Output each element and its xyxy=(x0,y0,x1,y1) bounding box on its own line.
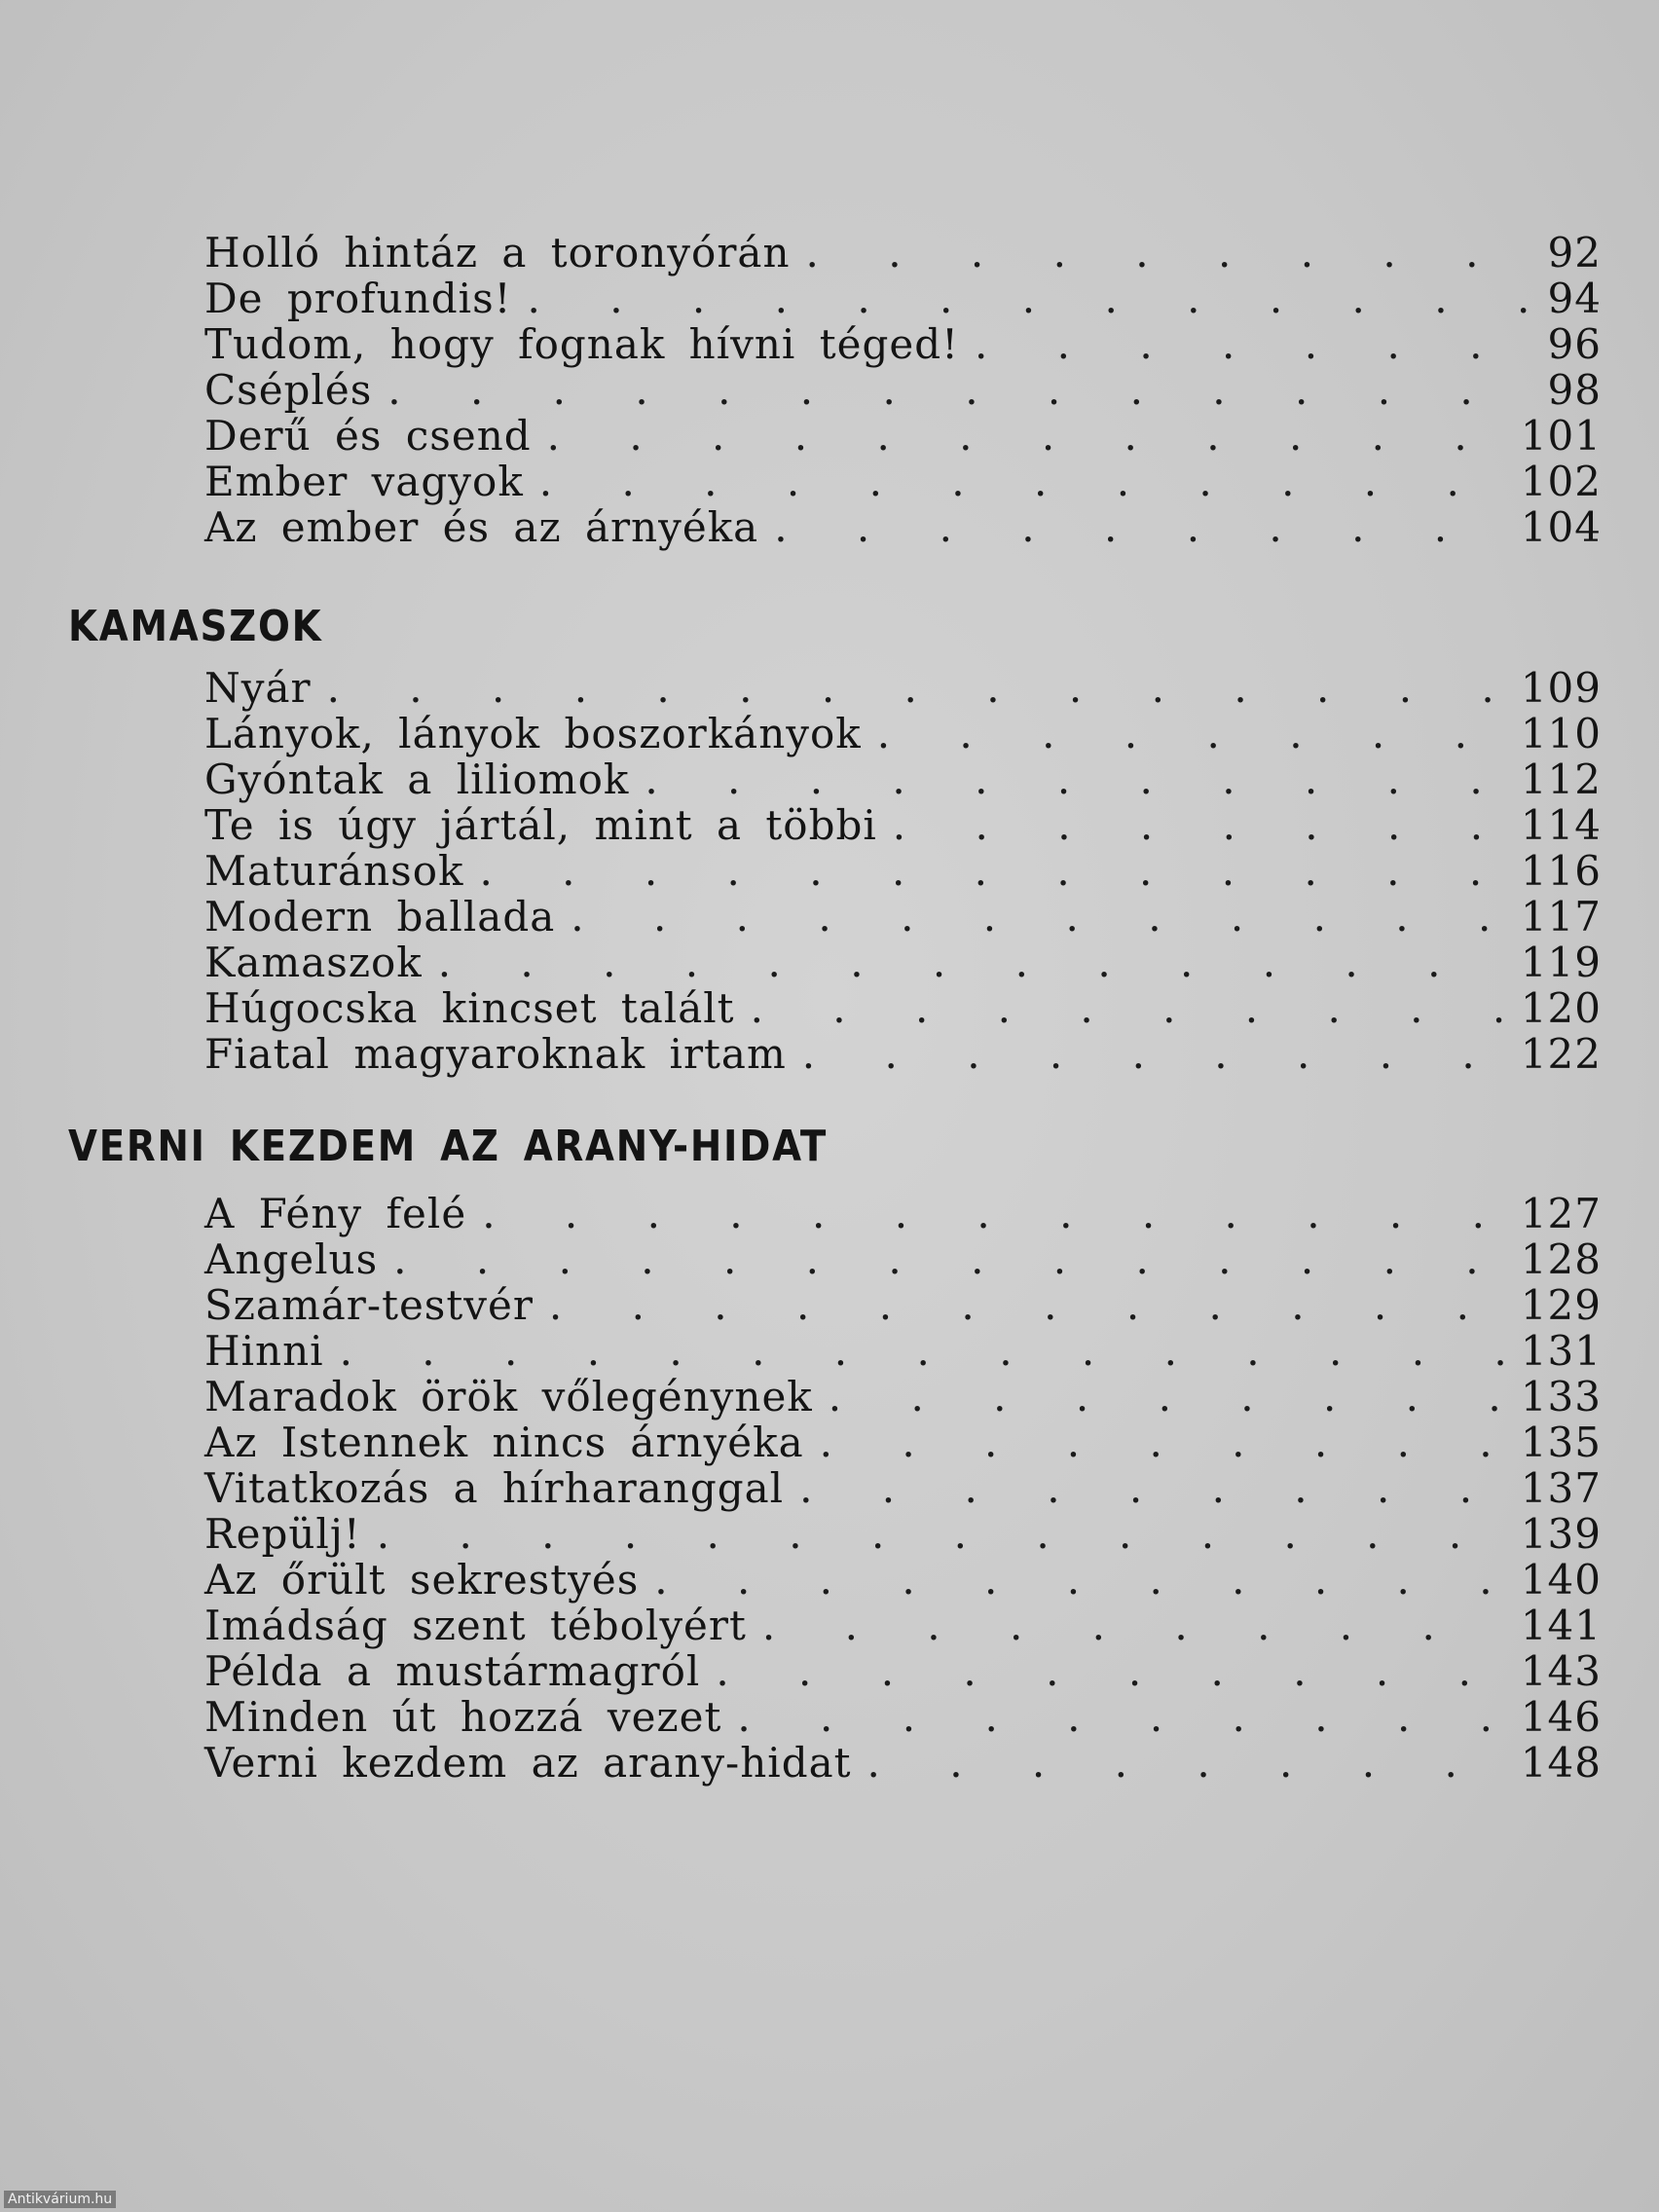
toc-entry-page: 110 xyxy=(1520,710,1602,757)
toc-entry-page: 109 xyxy=(1520,664,1602,712)
dot-leader xyxy=(716,1647,1505,1695)
toc-entry xyxy=(204,756,1602,802)
toc-entry-page: 140 xyxy=(1520,1556,1602,1604)
section-heading: VERNI KEZDEM AZ ARANY-HIDAT xyxy=(68,1122,828,1171)
toc-entry xyxy=(204,664,1602,711)
dot-leader xyxy=(806,229,1529,276)
dot-leader xyxy=(549,1281,1505,1329)
toc-entry-title: Példa a mustármagról xyxy=(204,1647,701,1695)
toc-entry-title: Szamár-testvér xyxy=(204,1281,534,1329)
toc-entry-title: Imádság szent tébolyért xyxy=(204,1602,747,1649)
toc-entry-page: 104 xyxy=(1520,503,1602,551)
toc-entry-title: Húgocska kincset talált xyxy=(204,984,735,1032)
toc-entry xyxy=(204,1190,1602,1236)
dot-leader xyxy=(387,366,1528,414)
toc-entry-title: Gyóntak a liliomok xyxy=(204,756,630,803)
toc-entry-title: Az őrült sekrestyés xyxy=(204,1556,640,1604)
toc-entry-title: Lányok, lányok boszorkányok xyxy=(204,710,862,757)
dot-leader xyxy=(547,412,1505,460)
toc-entry-title: Cséplés xyxy=(204,366,373,414)
dot-leader xyxy=(654,1556,1505,1604)
dot-leader xyxy=(645,756,1505,803)
toc-entry-page: 141 xyxy=(1520,1602,1602,1649)
toc-entry-page: 112 xyxy=(1520,756,1602,803)
toc-entry xyxy=(204,1464,1602,1511)
toc-entry xyxy=(204,893,1602,940)
dot-leader xyxy=(751,984,1505,1032)
toc-entry xyxy=(204,1739,1602,1786)
toc-entry xyxy=(204,801,1602,848)
dot-leader xyxy=(774,503,1505,551)
toc-entry-page: 102 xyxy=(1520,458,1602,505)
toc-entry-title: Az Istennek nincs árnyéka xyxy=(204,1419,804,1466)
toc-entry-title: Derű és csend xyxy=(204,412,532,460)
toc-entry-title: De profundis! xyxy=(204,275,512,322)
toc-entry xyxy=(204,710,1602,756)
dot-leader xyxy=(802,1030,1505,1078)
toc-entry-page: 128 xyxy=(1520,1235,1602,1283)
toc-entry-page: 143 xyxy=(1520,1647,1602,1695)
toc-entry-title: Vitatkozás a hírharanggal xyxy=(204,1464,785,1512)
dot-leader xyxy=(893,801,1505,849)
toc-entry xyxy=(204,847,1602,894)
toc-entry xyxy=(204,366,1602,413)
toc-entry-title: A Fény felé xyxy=(204,1190,467,1237)
toc-entry xyxy=(204,1602,1602,1648)
dot-leader xyxy=(377,1510,1505,1558)
toc-entry-page: 96 xyxy=(1547,320,1602,368)
dot-leader xyxy=(393,1235,1505,1283)
toc-entry-page: 139 xyxy=(1520,1510,1602,1558)
toc-entry-page: 146 xyxy=(1520,1693,1602,1741)
toc-entry-page: 137 xyxy=(1520,1464,1602,1512)
toc-entry-page: 120 xyxy=(1520,984,1602,1032)
toc-entry-title: Tudom, hogy fognak hívni téged! xyxy=(204,320,959,368)
dot-leader xyxy=(340,1327,1505,1375)
toc-entry-page: 127 xyxy=(1520,1190,1602,1237)
dot-leader xyxy=(799,1464,1505,1512)
toc-entry xyxy=(204,1327,1602,1374)
toc-entry-page: 135 xyxy=(1520,1419,1602,1466)
toc-entry-page: 116 xyxy=(1520,847,1602,895)
toc-entry xyxy=(204,503,1602,550)
dot-leader xyxy=(829,1373,1505,1420)
toc-entry-page: 133 xyxy=(1520,1373,1602,1420)
toc-entry-title: Maturánsok xyxy=(204,847,464,895)
toc-entry-title: Holló hintáz a toronyórán xyxy=(204,229,791,276)
toc-entry-page: 92 xyxy=(1547,229,1602,276)
dot-leader xyxy=(539,458,1505,505)
toc-entry-page: 101 xyxy=(1520,412,1602,460)
dot-leader xyxy=(877,710,1505,757)
toc-entry xyxy=(204,412,1602,459)
toc-entry xyxy=(204,984,1602,1031)
toc-entry xyxy=(204,1030,1602,1077)
dot-leader xyxy=(820,1419,1505,1466)
toc-entry-page: 148 xyxy=(1520,1739,1602,1787)
toc-entry-page: 119 xyxy=(1520,939,1602,986)
toc-entry-title: Verni kezdem az arany-hidat xyxy=(204,1739,852,1787)
toc-entry-title: Hinni xyxy=(204,1327,324,1375)
dot-leader xyxy=(482,1190,1505,1237)
toc-entry xyxy=(204,1510,1602,1557)
toc-entry-page: 131 xyxy=(1520,1327,1602,1375)
toc-entry-title: Te is úgy jártál, mint a többi xyxy=(204,801,877,849)
toc-entry xyxy=(204,1693,1602,1740)
dot-leader xyxy=(737,1693,1504,1741)
toc-entry-title: Maradok örök vőlegénynek xyxy=(204,1373,813,1420)
toc-entry xyxy=(204,275,1602,321)
dot-leader xyxy=(762,1602,1505,1649)
toc-entry-page: 98 xyxy=(1547,366,1602,414)
toc-entry xyxy=(204,1373,1602,1419)
toc-entry-title: Az ember és az árnyéka xyxy=(204,503,759,551)
dot-leader xyxy=(479,847,1504,895)
toc-entry-title: Repülj! xyxy=(204,1510,361,1558)
toc-entry-title: Fiatal magyaroknak irtam xyxy=(204,1030,787,1078)
toc-entry-page: 94 xyxy=(1547,275,1602,322)
watermark: Antikvárium.hu xyxy=(4,2191,116,2208)
toc-entry xyxy=(204,1556,1602,1603)
toc-entry-page: 114 xyxy=(1520,801,1602,849)
toc-entry-page: 117 xyxy=(1520,893,1602,940)
toc-entry xyxy=(204,320,1602,367)
toc-entry xyxy=(204,458,1602,504)
toc-entry-page: 129 xyxy=(1520,1281,1602,1329)
toc-entry-title: Angelus xyxy=(204,1235,379,1283)
toc-entry-title: Minden út hozzá vezet xyxy=(204,1693,722,1741)
section-heading: KAMASZOK xyxy=(68,602,323,651)
toc-entry xyxy=(204,939,1602,985)
toc-entry xyxy=(204,1281,1602,1328)
toc-entry-title: Nyár xyxy=(204,664,312,712)
toc-entry-title: Modern ballada xyxy=(204,893,556,940)
toc-entry-title: Kamaszok xyxy=(204,939,423,986)
dot-leader xyxy=(571,893,1505,940)
dot-leader xyxy=(438,939,1505,986)
toc-entry xyxy=(204,1235,1602,1282)
dot-leader xyxy=(327,664,1505,712)
toc-entry xyxy=(204,229,1602,276)
dot-leader xyxy=(975,320,1528,368)
toc-entry-page: 122 xyxy=(1520,1030,1602,1078)
dot-leader xyxy=(867,1739,1505,1787)
toc-entry-title: Ember vagyok xyxy=(204,458,524,505)
toc-entry xyxy=(204,1647,1602,1694)
dot-leader xyxy=(528,275,1528,322)
toc-entry xyxy=(204,1419,1602,1465)
